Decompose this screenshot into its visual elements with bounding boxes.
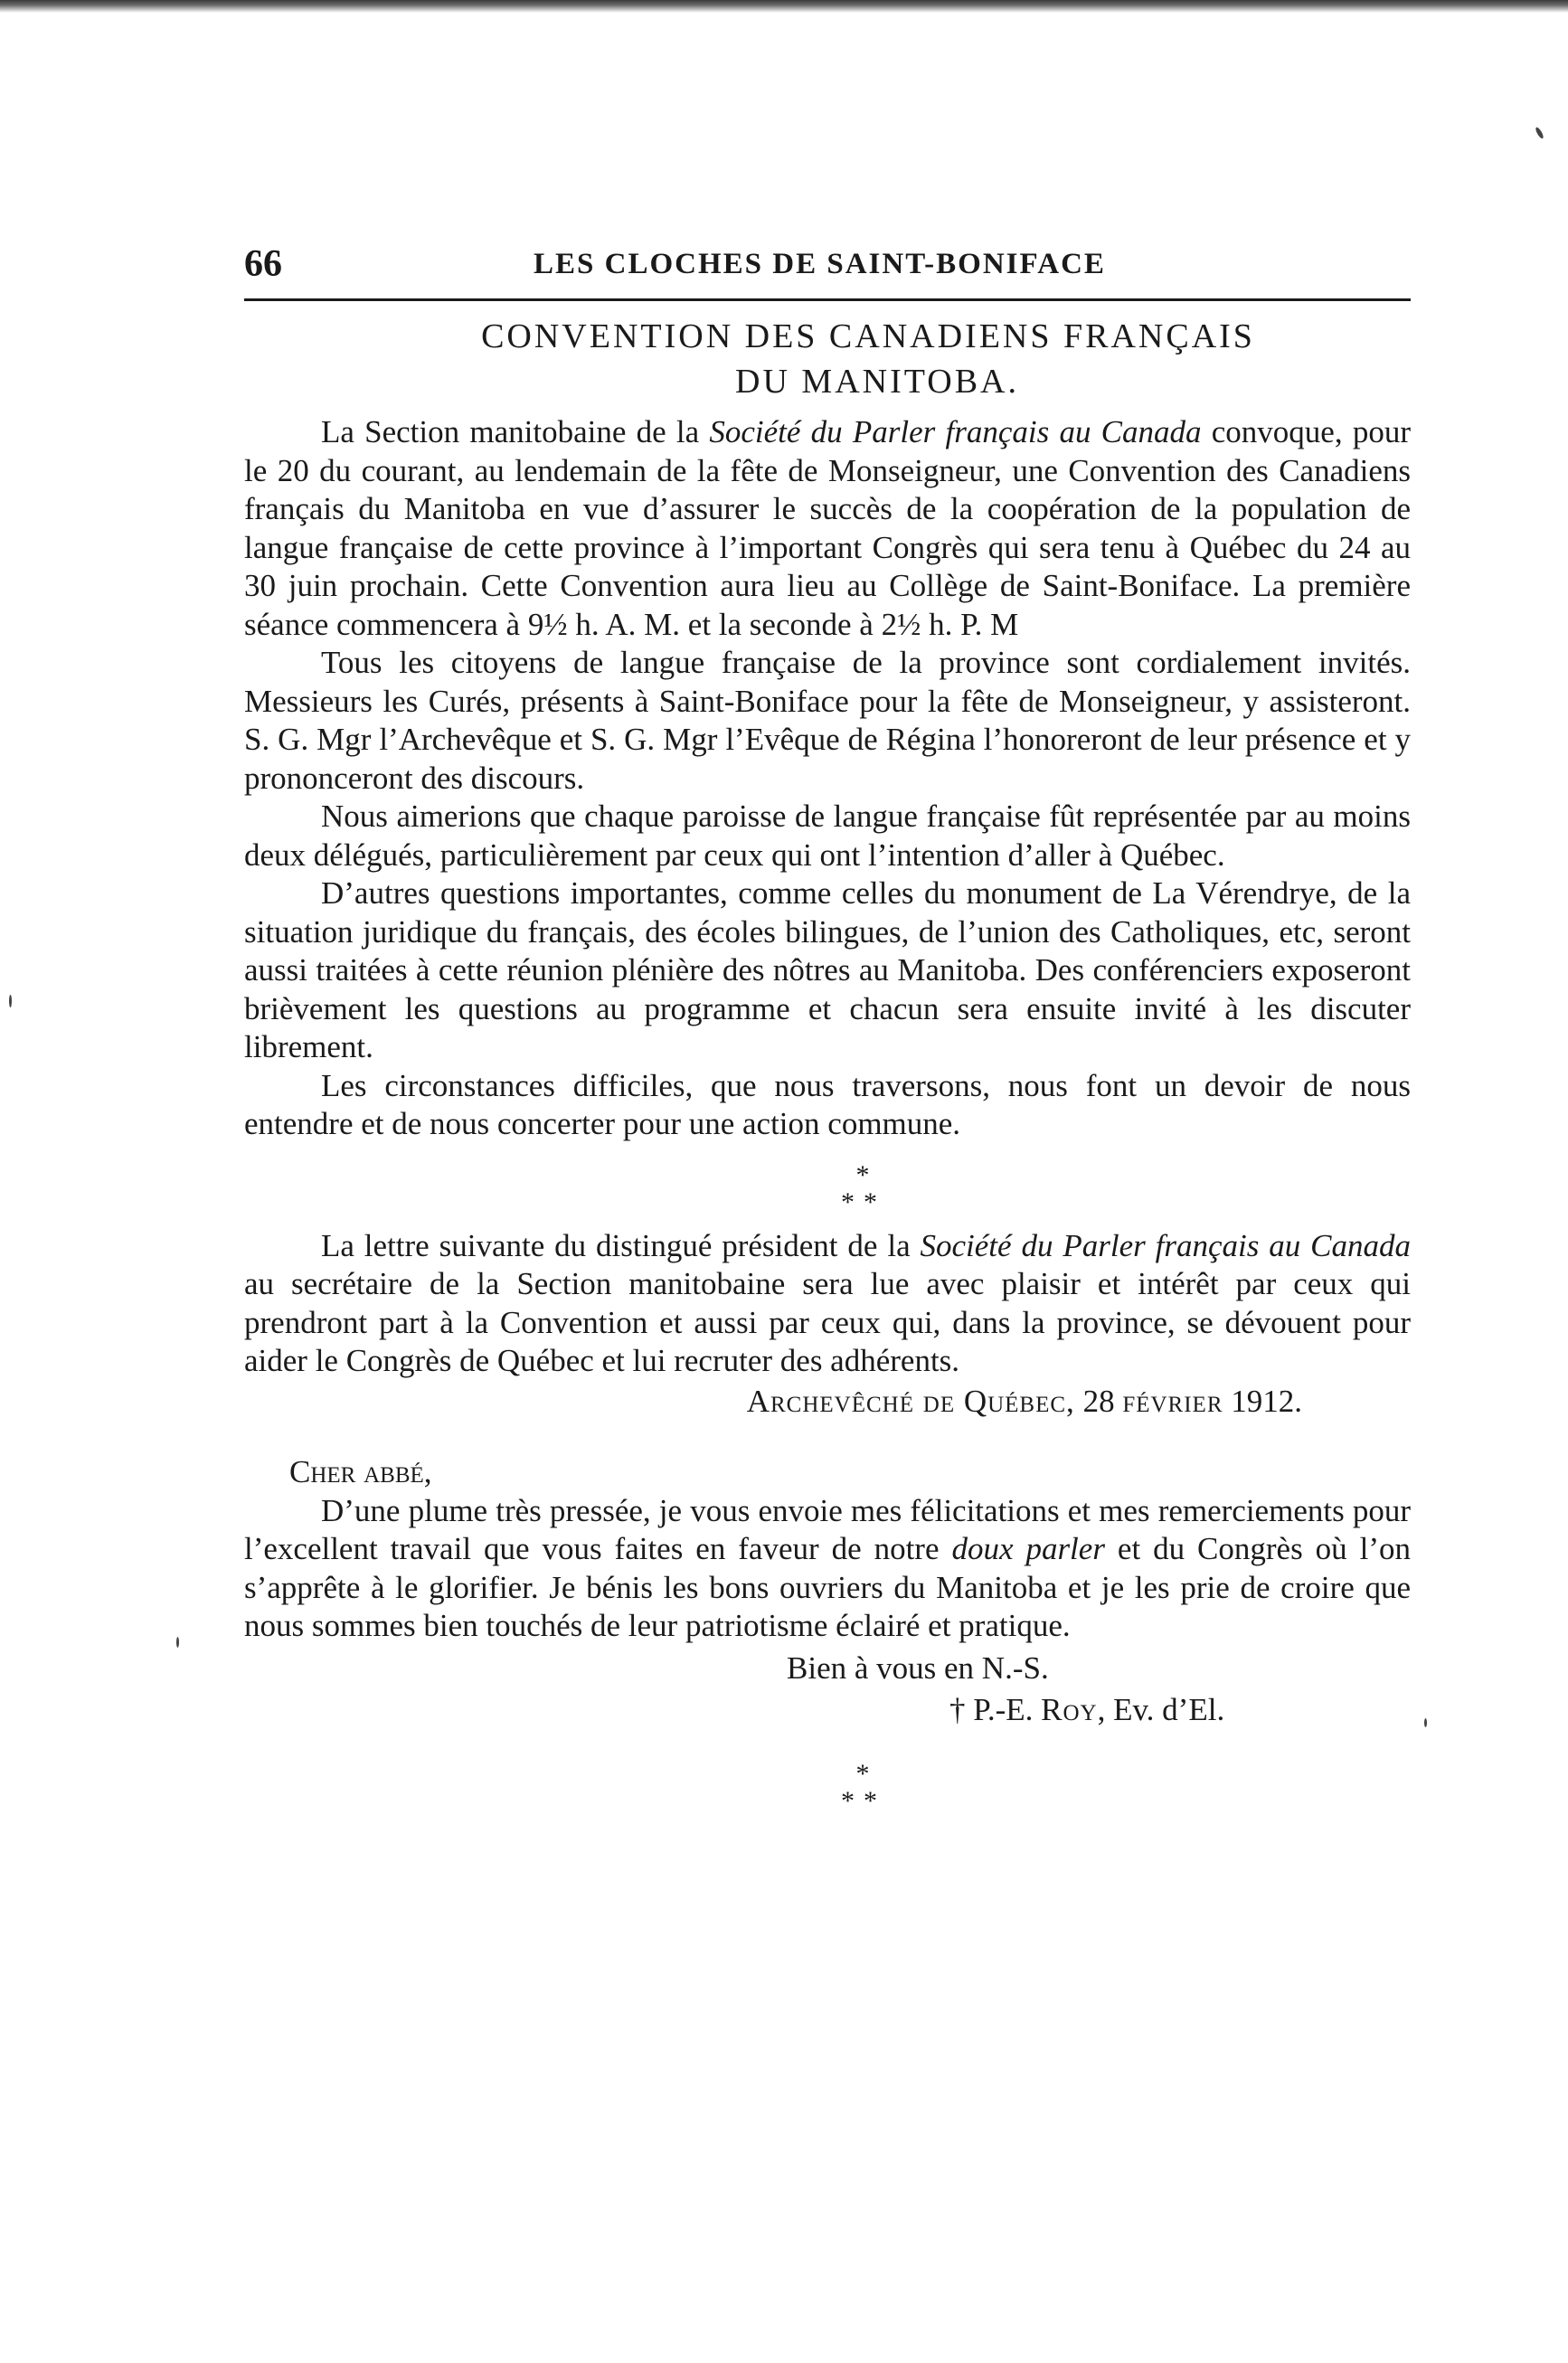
doux-parler-italic: doux parler	[951, 1531, 1105, 1566]
asterism-separator-end	[244, 1758, 1411, 1816]
scan-speck	[9, 995, 12, 1007]
dateline-month: février	[1122, 1383, 1223, 1419]
paragraph-text: au secrétaire de la Section manitobaine sera lue avec plaisir et intérêt par ceux qui prendront part à la Convention et aussi par ceux qui, dans la province, se dévouent pour aider le Congrès de Québec et lui recruter des adhérents.	[244, 1266, 1411, 1378]
asterism-bottom: **	[841, 1186, 886, 1217]
paragraph-convocation	[244, 413, 1411, 644]
paragraph-text: D’une plume très pressée, je vous envoie mes félicitations et mes remerciements pour l’excellent travail que vous faites en faveur de notre	[244, 1492, 1411, 1566]
letter-signature	[244, 1691, 1411, 1730]
dateline-year: 1912.	[1223, 1383, 1302, 1419]
dateline-place: Archevêché de Québec,	[746, 1383, 1075, 1419]
paragraph-text: La lettre suivante du distingué président de la	[321, 1227, 921, 1263]
header-rule	[244, 298, 1411, 301]
letter-dateline	[244, 1383, 1411, 1422]
article-title-line-1: CONVENTION DES CANADIENS FRANÇAIS	[481, 317, 1255, 355]
asterism-separator	[244, 1159, 1411, 1217]
letter-salutation: Cher abbé,	[289, 1454, 432, 1489]
asterism-bottom: **	[841, 1785, 886, 1816]
society-name-italic: Société du Parler français au Canada	[920, 1227, 1411, 1263]
signature-dagger: † P.-E.	[949, 1692, 1042, 1727]
paragraph-letter-intro	[244, 1227, 1411, 1381]
scan-speck	[176, 1637, 179, 1648]
paragraph-questions: D’autres questions importantes, comme celles du monument de La Vérendrye, de la situation juridique du français, des écoles bilingues, de l’union des Catholiques, etc, seront aussi traitées à cette réunion plénière des nôtres au Manitoba. Des conférenciers exposeront brièvement les questions au programme et chacun sera ensuite invité à les discuter librement.	[244, 875, 1411, 1064]
dateline-day: 28	[1074, 1383, 1123, 1419]
society-name-italic: Société du Parler français au Canada	[709, 414, 1202, 449]
running-head	[244, 226, 1411, 285]
signature-title: , Ev. d’El.	[1097, 1692, 1225, 1727]
letter-body	[244, 1492, 1411, 1646]
asterism-top: *	[855, 1758, 872, 1789]
paragraph-circumstances: Les circonstances difficiles, que nous traversons, nous font un devoir de nous entendre et de nous concerter pour une action commune.	[244, 1067, 1411, 1141]
asterism-top: *	[855, 1159, 872, 1190]
scan-speck	[1535, 127, 1544, 140]
letter-closing: Bien à vous en N.-S.	[787, 1649, 1049, 1686]
scan-speck	[1424, 1718, 1427, 1727]
scan-top-edge	[0, 0, 1568, 13]
document-page	[244, 226, 1411, 1826]
article-title	[244, 314, 1411, 404]
paragraph-invitation: Tous les citoyens de langue française de la province sont cordialement invités. Messieurs les Curés, présents à Saint-Boniface pour la fête de Monseigneur, y assisteront. S. G. Mgr l’Archevêque et S. G. Mgr l’Evêque de Régina l’honoreront de leur présence et y prononceront des discours.	[244, 645, 1411, 796]
paragraph-text: La Section manitobaine de la	[321, 414, 710, 449]
signature-name: Roy	[1041, 1692, 1098, 1727]
paragraph-text: convoque, pour le 20 du courant, au lendemain de la fête de Monseigneur, une Convention des Canadiens français du Manitoba en vue d’assurer le succès de la coopération de la population de langue française de cette province à l’important Congrès qui sera tenu à Québec du 24 au 30 juin prochain. Cette Convention aura lieu au Collège de Saint-Boniface. La première séance commencera à 9½ h. A. M. et la seconde à 2½ h. P. M	[244, 414, 1411, 642]
paragraph-delegates: Nous aimerions que chaque paroisse de langue française fût représentée par au moins deux délégués, particulièrement par ceux qui ont l’intention d’aller à Québec.	[244, 799, 1411, 873]
paragraph-text: et du Congrès où l’on s’apprête à le glorifier. Je bénis les bons ouvriers du Manitoba et je les prie de croire que nous sommes bien touchés de leur patriotisme éclairé et pratique.	[244, 1531, 1411, 1643]
page-number: 66	[244, 243, 282, 285]
article-body	[244, 413, 1411, 1815]
journal-title: LES CLOCHES DE SAINT-BONIFACE	[534, 248, 1106, 280]
article-title-line-2: DU MANITOBA.	[735, 363, 1019, 401]
